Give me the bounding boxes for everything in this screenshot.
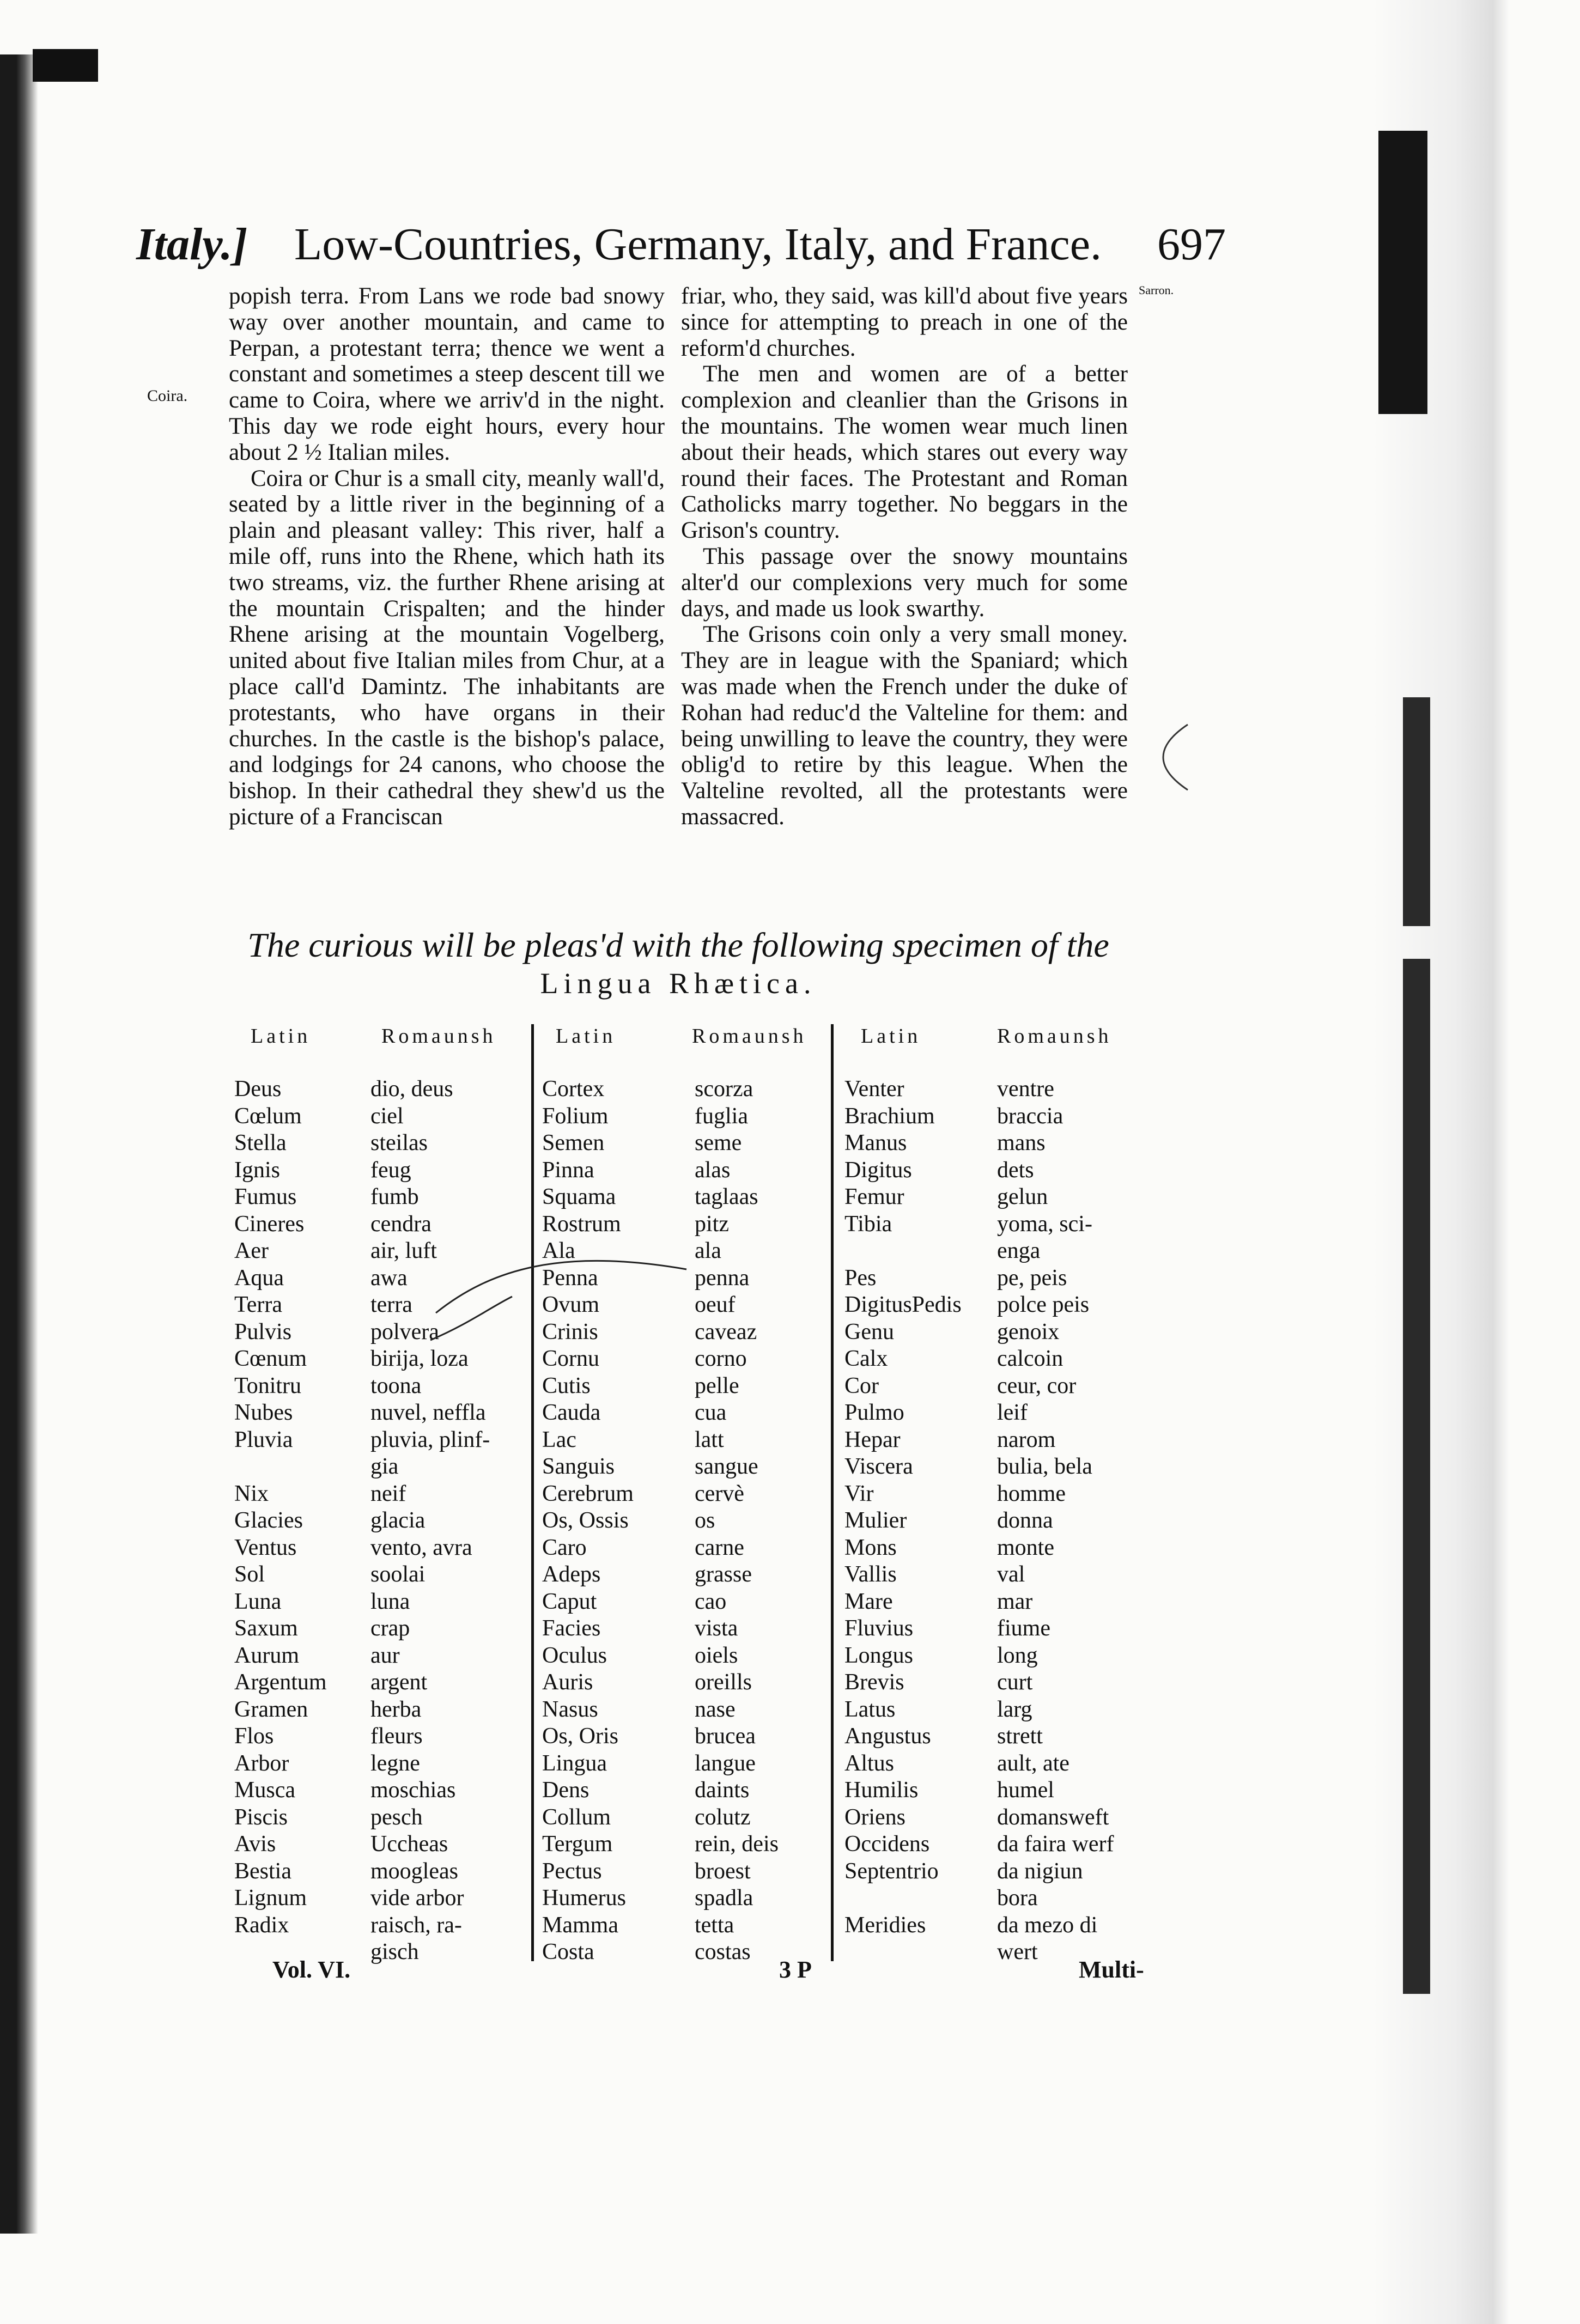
vocab-entry: seme xyxy=(695,1130,742,1155)
page-title: Low-Countries, Germany, Italy, and France. xyxy=(294,219,1102,270)
vocab-entry: ventre xyxy=(997,1076,1054,1102)
vocab-entry: Fluvius xyxy=(844,1616,914,1641)
vocab-entry: Pectus xyxy=(542,1858,602,1884)
vocab-entry: vento, avra xyxy=(370,1535,472,1560)
vocab-entry: ault, ate xyxy=(997,1750,1069,1776)
vocab-entry: Ala xyxy=(542,1238,575,1263)
right-paragraph-4: The Grisons coin only a very small money. They are in league with the Spaniard; which was made when the French under the duke of Rohan had reduc'd the Valteline for them: and being unwilling to leave the country, they were oblig'd to retire by this league. When the Valteline revolted, all the protestants were massacred. xyxy=(681,622,1128,830)
vocab-entry: wert xyxy=(997,1939,1038,1964)
vocab-entry: Aer xyxy=(234,1238,269,1263)
vocab-entry: Humilis xyxy=(844,1778,919,1803)
vocab-entry: soolai xyxy=(370,1562,426,1587)
vocab-entry: toona xyxy=(370,1373,422,1398)
vocab-entry: Meridies xyxy=(844,1912,926,1938)
vocab-entry: aur xyxy=(370,1642,400,1668)
vocab-entry: Occidens xyxy=(844,1832,930,1857)
vocab-entry xyxy=(234,1453,327,1481)
vocab-entry: caveaz xyxy=(695,1319,757,1344)
vocab-entry: cao xyxy=(695,1589,727,1614)
vocab-entry: Angustus xyxy=(844,1724,931,1749)
vocab-entry: glacia xyxy=(370,1508,426,1533)
vocab-entry: pe, peis xyxy=(997,1265,1067,1291)
footer-volume: Vol. VI. xyxy=(272,1956,351,1983)
vocab-entry: Pinna xyxy=(542,1157,594,1183)
vocab-entry: Auris xyxy=(542,1670,593,1695)
vocab-entry: legne xyxy=(370,1750,420,1776)
header-latin-3: Latin xyxy=(861,1025,921,1048)
right-paragraph-3: This passage over the snowy mountains alter'd our complexions very much for some days, and made us look swarthy. xyxy=(681,543,1128,622)
vocab-entry: Hepar xyxy=(844,1427,901,1452)
vocab-entry: pluvia, plinf- xyxy=(370,1427,490,1452)
vocab-entry: Mulier xyxy=(844,1508,907,1533)
vocab-col1-romaunsh xyxy=(370,1076,490,1966)
section-label: Italy.] xyxy=(136,219,248,270)
vocab-entry: Caput xyxy=(542,1589,597,1614)
vocab-entry: leif xyxy=(997,1400,1028,1425)
vocab-entry: Os, Oris xyxy=(542,1724,619,1749)
vocab-entry: gisch xyxy=(370,1939,419,1964)
vocab-entry: da faira werf xyxy=(997,1832,1114,1857)
vocab-entry: Longus xyxy=(844,1642,913,1668)
vocab-entry: Genu xyxy=(844,1319,894,1344)
vocab-entry: Mons xyxy=(844,1535,897,1560)
vocab-entry: grasse xyxy=(695,1562,752,1587)
vocab-entry: Tibia xyxy=(844,1211,892,1237)
vocab-entry: pelle xyxy=(695,1373,739,1398)
footer-catchword: Multi- xyxy=(1079,1956,1144,1983)
vocab-entry: long xyxy=(997,1642,1038,1668)
vocab-entry: Deus xyxy=(234,1076,282,1102)
vocab-entry: Vir xyxy=(844,1481,874,1506)
vocab-col2-latin xyxy=(542,1076,634,1966)
vocab-entry: Mare xyxy=(844,1589,893,1614)
vocab-entry: Ovum xyxy=(542,1292,599,1317)
vocab-entry: nuvel, neffla xyxy=(370,1400,486,1425)
vocab-entry: Uccheas xyxy=(370,1832,448,1857)
vocab-entry: braccia xyxy=(997,1103,1064,1129)
vocab-entry: Ventus xyxy=(234,1535,297,1560)
header-romaunsh-1: Romaunsh xyxy=(381,1025,496,1048)
vocab-entry: Humerus xyxy=(542,1885,626,1911)
vocab-entry: Vallis xyxy=(844,1562,897,1587)
vocab-entry: Gramen xyxy=(234,1696,308,1722)
vocab-entry: humel xyxy=(997,1778,1054,1803)
vocab-entry: Argentum xyxy=(234,1670,327,1695)
vocab-entry: vista xyxy=(695,1616,738,1641)
vocab-entry: Tonitru xyxy=(234,1373,302,1398)
vocab-entry: Adeps xyxy=(542,1562,601,1587)
vocab-entry: Cœlum xyxy=(234,1103,302,1129)
vocab-entry: awa xyxy=(370,1265,408,1291)
vocab-entry: alas xyxy=(695,1157,731,1183)
vocab-entry: oiels xyxy=(695,1642,738,1668)
vocab-entry: fiume xyxy=(997,1616,1050,1641)
vocab-entry: os xyxy=(695,1508,715,1533)
vocab-entry: Oriens xyxy=(844,1804,906,1830)
vocab-entry: donna xyxy=(997,1508,1053,1533)
vocab-entry: Digitus xyxy=(844,1157,912,1183)
vocab-entry: Pulmo xyxy=(844,1400,904,1425)
vocab-col3-romaunsh xyxy=(997,1076,1114,1966)
vocab-entry: herba xyxy=(370,1696,422,1722)
vocab-entry: langue xyxy=(695,1750,756,1776)
vocab-entry: tetta xyxy=(695,1912,734,1938)
vocab-entry: oreills xyxy=(695,1670,752,1695)
vocab-entry: birija, loza xyxy=(370,1346,469,1371)
vocab-entry xyxy=(844,1885,962,1912)
vocab-entry: gia xyxy=(370,1454,399,1479)
vocab-entry: terra xyxy=(370,1292,412,1317)
vocab-entry: pitz xyxy=(695,1211,729,1237)
vocab-entry: Cutis xyxy=(542,1373,591,1398)
specimen-heading-line2: Lingua Rhætica. xyxy=(540,967,817,1000)
vocab-entry: polvera xyxy=(370,1319,439,1344)
left-text-column xyxy=(229,283,665,830)
vocab-entry: argent xyxy=(370,1670,428,1695)
vocab-entry: ala xyxy=(695,1238,721,1263)
vocab-entry: rein, deis xyxy=(695,1832,779,1857)
vocab-entry: fuglia xyxy=(695,1103,748,1129)
vocab-entry: Flos xyxy=(234,1724,274,1749)
vocab-entry: neif xyxy=(370,1481,406,1506)
vocab-entry: da mezo di xyxy=(997,1912,1098,1938)
vocab-entry: Manus xyxy=(844,1130,907,1155)
scan-strip-2 xyxy=(1403,697,1430,926)
vocab-entry: feug xyxy=(370,1157,411,1183)
vocab-entry: Squama xyxy=(542,1184,616,1209)
vocab-entry: Pulvis xyxy=(234,1319,292,1344)
vocab-entry: Femur xyxy=(844,1184,904,1209)
specimen-heading xyxy=(229,926,1128,1002)
vocab-entry: Lac xyxy=(542,1427,576,1452)
header-romaunsh-3: Romaunsh xyxy=(997,1025,1112,1048)
vocab-entry: ceur, cor xyxy=(997,1373,1077,1398)
vocab-entry: Rostrum xyxy=(542,1211,621,1237)
vocab-entry: Aqua xyxy=(234,1265,284,1291)
scan-strip-1 xyxy=(1378,131,1427,414)
vocab-entry: gelun xyxy=(997,1184,1048,1209)
vocab-entry: Viscera xyxy=(844,1454,913,1479)
vocab-entry: costas xyxy=(695,1939,751,1964)
vocab-entry: Bestia xyxy=(234,1858,291,1884)
vocab-entry: bulia, bela xyxy=(997,1454,1092,1479)
running-header xyxy=(136,218,1226,278)
margin-note-coira: Coira. xyxy=(147,387,188,405)
vocab-entry: steilas xyxy=(370,1130,428,1155)
vocab-entry: Arbor xyxy=(234,1750,289,1776)
vocab-entry: pesch xyxy=(370,1804,423,1830)
vocab-entry: Pluvia xyxy=(234,1427,293,1452)
vocab-entry: Stella xyxy=(234,1130,287,1155)
vocab-entry: crap xyxy=(370,1616,410,1641)
vocab-entry: Caro xyxy=(542,1535,587,1560)
vocab-entry: dets xyxy=(997,1157,1034,1183)
vocab-entry: Penna xyxy=(542,1265,598,1291)
left-paragraph-2: Coira or Chur is a small city, meanly wall'd, seated by a little river in the beginning of a plain and pleasant valley: This river, half a mile off, runs into the Rhene, which hath its two streams, viz. the further Rhene arising at the mountain Crispalten; and the hinder Rhene arising at the mountain Vogelberg, united about five Italian miles from Chur, at a place call'd Damintz. The inhabitants are protestants, who have organs in their churches. In the castle is the bishop's palace, and lodgings for 24 canons, who choose the bishop. In their cathedral they shew'd us the picture of a Franciscan xyxy=(229,465,665,830)
vocab-entry: Facies xyxy=(542,1616,601,1641)
vocab-entry: Terra xyxy=(234,1292,282,1317)
vocab-entry: mans xyxy=(997,1130,1046,1155)
scan-strip-3 xyxy=(1403,959,1430,1994)
vocab-entry: penna xyxy=(695,1265,750,1291)
vocab-entry: moschias xyxy=(370,1778,456,1803)
vocab-entry: Nix xyxy=(234,1481,269,1506)
vocab-entry: Mamma xyxy=(542,1912,618,1938)
vocab-entry: Sanguis xyxy=(542,1454,615,1479)
vocab-entry: carne xyxy=(695,1535,744,1560)
vocab-entry: Pes xyxy=(844,1265,877,1291)
vocab-entry: broest xyxy=(695,1858,751,1884)
vocab-entry: Brachium xyxy=(844,1103,935,1129)
vocab-entry: Lignum xyxy=(234,1885,307,1911)
vocab-col1-latin xyxy=(234,1076,327,1966)
vocab-entry: latt xyxy=(695,1427,724,1452)
vocab-entry: Cœnum xyxy=(234,1346,307,1371)
vocab-entry: Brevis xyxy=(844,1670,904,1695)
vocab-entry: Venter xyxy=(844,1076,904,1102)
page-number: 697 xyxy=(1157,219,1226,270)
specimen-heading-line1: The curious will be pleas'd with the following specimen of the xyxy=(247,926,1109,964)
vocab-entry xyxy=(844,1238,962,1265)
vocab-entry: Sol xyxy=(234,1562,265,1587)
vocab-entry: dio, deus xyxy=(370,1076,453,1102)
vocab-entry: enga xyxy=(997,1238,1041,1263)
vocab-entry: Cineres xyxy=(234,1211,305,1237)
vocab-entry: Altus xyxy=(844,1750,895,1776)
vocab-entry: cervè xyxy=(695,1481,744,1506)
left-paragraph-1: popish terra. From Lans we rode bad snowy way over another mountain, and came to Perpan, a protestant terra; thence we went a constant and sometimes a steep descent till we came to Coira, where we arriv'd in the night. This day we rode eight hours, every hour about 2 ½ Italian miles. xyxy=(229,283,665,465)
vocab-entry xyxy=(844,1939,962,1966)
right-paragraph-1: friar, who, they said, was kill'd about five years since for attempting to preach in one of the reform'd churches. xyxy=(681,283,1128,361)
vocab-entry: cendra xyxy=(370,1211,432,1237)
right-text-column xyxy=(681,283,1128,830)
vocab-entry: luna xyxy=(370,1589,410,1614)
vocab-entry: Cauda xyxy=(542,1400,601,1425)
scan-top-edge xyxy=(33,49,98,82)
vocab-entry: moogleas xyxy=(370,1858,458,1884)
vocab-entry: oeuf xyxy=(695,1292,736,1317)
vocab-col3-latin xyxy=(844,1076,962,1966)
vertical-rule-2 xyxy=(831,1024,834,1961)
vocab-entry: fumb xyxy=(370,1184,419,1209)
vocab-entry: Lingua xyxy=(542,1750,607,1776)
vocab-entry: Cerebrum xyxy=(542,1481,634,1506)
vocab-entry: Os, Ossis xyxy=(542,1508,629,1533)
vocab-entry: Saxum xyxy=(234,1616,298,1641)
vocab-entry: colutz xyxy=(695,1804,751,1830)
vocab-entry: val xyxy=(997,1562,1025,1587)
vocab-entry: Collum xyxy=(542,1804,611,1830)
vocab-entry: Latus xyxy=(844,1696,896,1722)
vocab-entry: Dens xyxy=(542,1778,590,1803)
vocab-entry: narom xyxy=(997,1427,1056,1452)
vocab-entry: Cortex xyxy=(542,1076,605,1102)
vocab-entry: vide arbor xyxy=(370,1885,464,1911)
footer-signature: 3 P xyxy=(779,1956,812,1983)
vocab-entry: Nubes xyxy=(234,1400,293,1425)
vocab-entry: Musca xyxy=(234,1778,295,1803)
vocab-entry: ciel xyxy=(370,1103,404,1129)
pen-mark-annotation xyxy=(425,1237,697,1346)
header-latin-1: Latin xyxy=(251,1025,311,1048)
vocab-entry: nase xyxy=(695,1696,736,1722)
vocab-entry: raisch, ra- xyxy=(370,1912,462,1938)
vocab-entry: curt xyxy=(997,1670,1033,1695)
vocab-entry: yoma, sci- xyxy=(997,1211,1092,1237)
vertical-rule-1 xyxy=(531,1024,534,1961)
vocab-entry: Crinis xyxy=(542,1319,598,1344)
pen-mark-bracket xyxy=(1133,719,1199,795)
vocab-entry: da nigiun xyxy=(997,1858,1083,1884)
vocab-entry: Ignis xyxy=(234,1157,280,1183)
right-paragraph-2: The men and women are of a better complexion and cleanlier than the Grisons in the mountains. The women wear much linen about their heads, which stares out every way round their faces. The Protestant and Roman Catholicks marry together. No beggars in the Grison's country. xyxy=(681,361,1128,544)
vocab-entry: cua xyxy=(695,1400,727,1425)
vocab-entry: brucea xyxy=(695,1724,756,1749)
vocab-entry: Radix xyxy=(234,1912,289,1938)
vocab-entry: air, luft xyxy=(370,1238,437,1263)
vocab-entry: polce peis xyxy=(997,1292,1090,1317)
vocab-entry: Calx xyxy=(844,1346,888,1371)
vocab-entry: Septentrio xyxy=(844,1858,939,1884)
vocab-col2-romaunsh xyxy=(695,1076,779,1966)
vocab-entry: Costa xyxy=(542,1939,594,1964)
vocab-entry: taglaas xyxy=(695,1184,758,1209)
header-romaunsh-2: Romaunsh xyxy=(692,1025,807,1048)
vocab-entry: domansweft xyxy=(997,1804,1109,1830)
header-latin-2: Latin xyxy=(556,1025,616,1048)
vocab-entry: Nasus xyxy=(542,1696,598,1722)
vocab-entry: bora xyxy=(997,1885,1038,1911)
vocab-entry: strett xyxy=(997,1724,1043,1749)
vocab-entry: calcoin xyxy=(997,1346,1064,1371)
vocab-entry: corno xyxy=(695,1346,747,1371)
vocab-entry: Folium xyxy=(542,1103,609,1129)
vocab-entry: Fumus xyxy=(234,1184,297,1209)
vocab-entry: Cornu xyxy=(542,1346,599,1371)
vocab-entry: Avis xyxy=(234,1832,276,1857)
vocab-entry: DigitusPedis xyxy=(844,1292,962,1317)
vocab-entry: genoix xyxy=(997,1319,1060,1344)
vocab-entry: Oculus xyxy=(542,1642,607,1668)
vocab-entry: mar xyxy=(997,1589,1033,1614)
vocab-entry: spadla xyxy=(695,1885,753,1911)
vocab-entry: monte xyxy=(997,1535,1054,1560)
vocab-entry: daints xyxy=(695,1778,750,1803)
vocab-entry: Glacies xyxy=(234,1508,303,1533)
vocab-entry: Luna xyxy=(234,1589,282,1614)
vocab-entry: sangue xyxy=(695,1454,758,1479)
margin-note-right: Sarron. xyxy=(1139,283,1174,297)
vocab-entry: Aurum xyxy=(234,1642,299,1668)
vocab-entry: Piscis xyxy=(234,1804,288,1830)
vocab-entry: homme xyxy=(997,1481,1066,1506)
vocab-entry: Semen xyxy=(542,1130,605,1155)
vocab-entry: scorza xyxy=(695,1076,753,1102)
vocab-entry: larg xyxy=(997,1696,1032,1722)
vocab-entry: Tergum xyxy=(542,1832,613,1857)
vocab-entry: Cor xyxy=(844,1373,879,1398)
vocab-entry: fleurs xyxy=(370,1724,423,1749)
scan-left-edge xyxy=(0,54,38,2234)
